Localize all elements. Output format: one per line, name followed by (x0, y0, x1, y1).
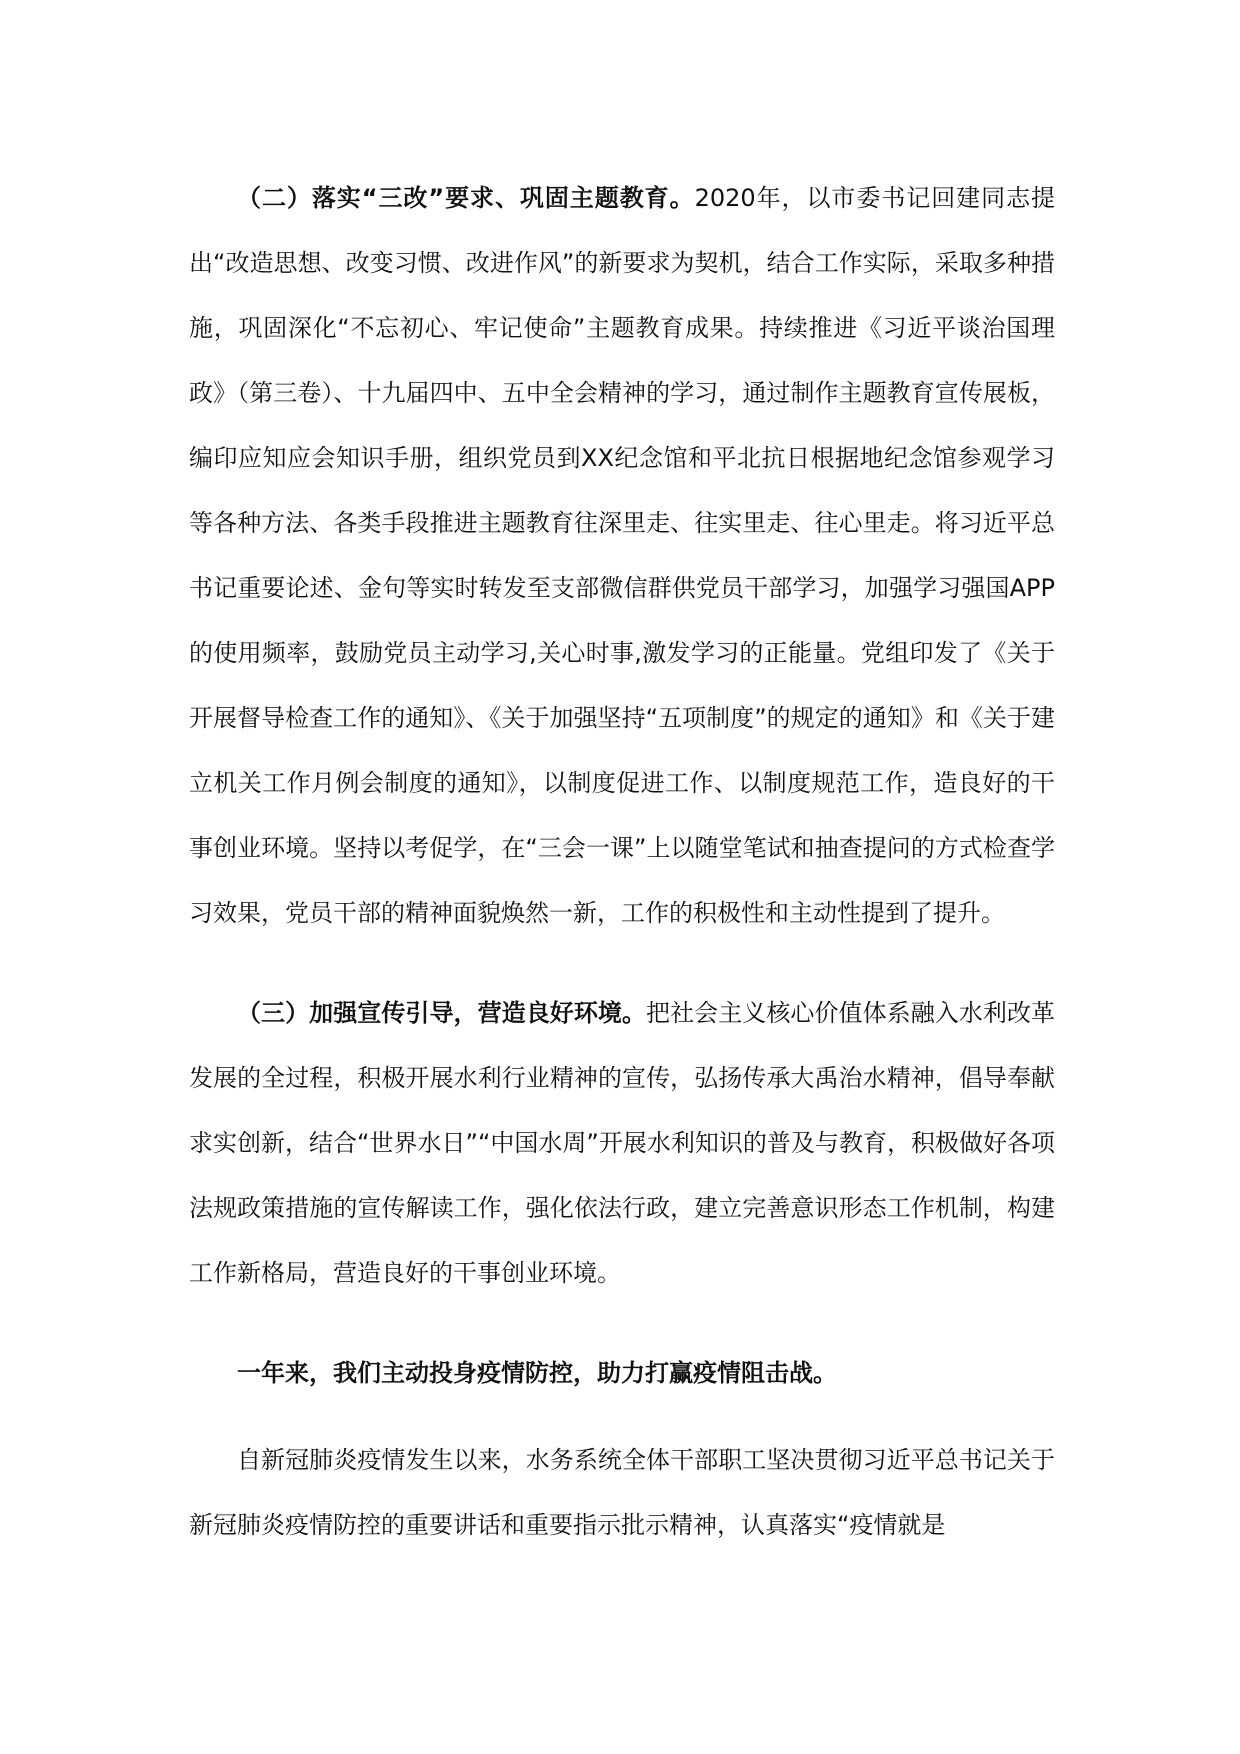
paragraph-heading: （三）加强宣传引导，营造良好环境。 (237, 999, 647, 1027)
paragraph-heading: 一年来，我们主动投身疫情防控，助力打赢疫情阻击战。 (237, 1359, 837, 1387)
paragraph-body: 自新冠肺炎疫情发生以来，水务系统全体干部职工坚决贯彻习近平总书记关于新冠肺炎疫情防控的重要讲话和重要指示批示精神，认真落实“疫情就是 (189, 1446, 1055, 1539)
paragraph-heading: （二）落实“三改”要求、巩固主题教育。 (237, 184, 695, 212)
paragraph-san-gai (189, 166, 1055, 946)
paragraph-body: 把社会主义核心价值体系融入水利改革发展的全过程，积极开展水利行业精神的宣传，弘扬传承大禹治水精神，倡导奉献求实创新，结合“世界水日”“中国水周”开展水利知识的普及与教育，积极做好各项法规政策措施的宣传解读工作，强化依法行政，建立完善意识形态工作机制，构建工作新格局，营造良好的干事创业环境。 (189, 999, 1055, 1287)
paragraph-body: 2020年，以市委书记回建同志提出“改造思想、改变习惯、改进作风”的新要求为契机，结合工作实际，采取多种措施，巩固深化“不忘初心、牢记使命”主题教育成果。持续推进《习近平谈治国理政》（第三卷）、十九届四中、五中全会精神的学习，通过制作主题教育宣传展板，编印应知应会知识手册，组织党员到XX纪念馆和平北抗日根据地纪念馆参观学习等各种方法、各类手段推进主题教育往深里走、往实里走、往心里走。将习近平总书记重要论述、金句等实时转发至支部微信群供党员干部学习，加强学习强国APP的使用频率，鼓励党员主动学习,关心时事,激发学习的正能量。党组印发了《关于开展督导检查工作的通知》、《关于加强坚持“五项制度”的规定的通知》和《关于建立机关工作月例会制度的通知》，以制度促进工作、以制度规范工作，造良好的干事创业环境。坚持以考促学，在“三会一课”上以随堂笔试和抽查提问的方式检查学习效果，党员干部的精神面貌焕然一新，工作的积极性和主动性提到了提升。 (189, 184, 1056, 927)
paragraph-yiqing-heading (189, 1341, 1055, 1406)
document-page (189, 166, 1055, 1558)
paragraph-yiqing-body (189, 1428, 1055, 1558)
paragraph-xuanchuan (189, 981, 1055, 1306)
